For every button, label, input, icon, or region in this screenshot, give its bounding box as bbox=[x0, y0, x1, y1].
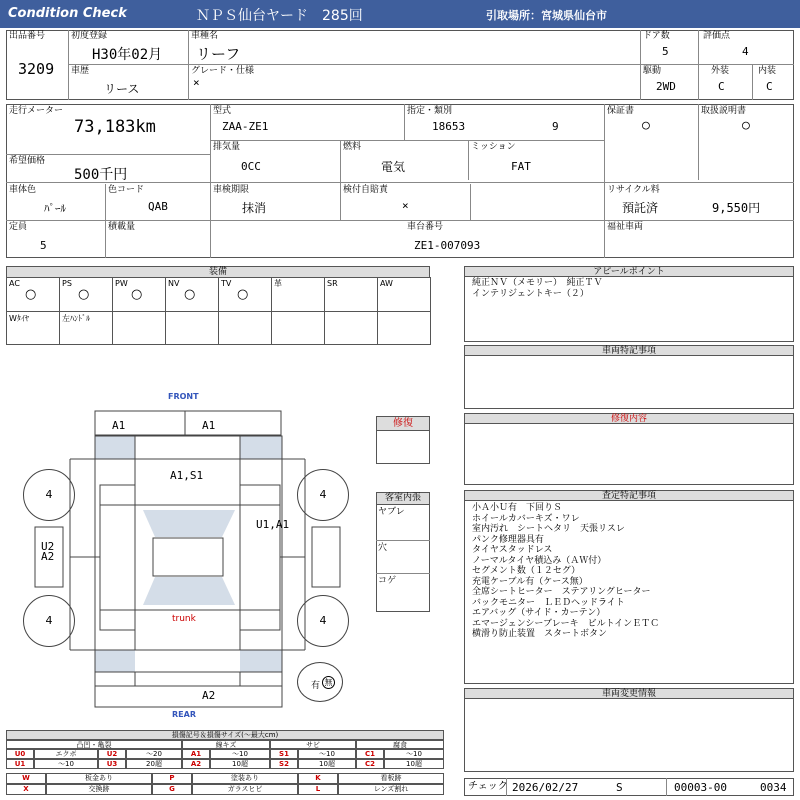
liability-label: 検付自賠責 bbox=[343, 185, 389, 195]
check-grade: S bbox=[616, 781, 623, 794]
score-label: 評価点 bbox=[703, 31, 731, 41]
check-label: チェック bbox=[468, 781, 508, 792]
history-value: リース bbox=[104, 82, 140, 96]
legend-code: U0 bbox=[6, 749, 34, 759]
load-label: 積載量 bbox=[108, 222, 136, 232]
equipment-cell bbox=[59, 277, 113, 312]
equipment-cell bbox=[324, 277, 378, 312]
exterior-grade: C bbox=[718, 80, 725, 93]
interior-item-tear: ヤブレ bbox=[378, 507, 405, 517]
notes-title: 車両特記事項 bbox=[464, 345, 794, 356]
interior-item-burn: コゲ bbox=[378, 576, 397, 586]
mark-right-side: U1,A1 bbox=[256, 518, 290, 531]
recycle-amount: 9,550円 bbox=[712, 201, 761, 215]
manual-value: ○ bbox=[742, 118, 750, 133]
mark-rear: A2 bbox=[202, 689, 216, 702]
equipment-label: TV bbox=[221, 279, 232, 288]
trunk-label: trunk bbox=[172, 614, 196, 624]
legend-desc: 〜10 bbox=[210, 749, 270, 759]
car-name: リーフ bbox=[196, 45, 241, 63]
equipment-label: AC bbox=[9, 279, 20, 288]
color-code-value: QAB bbox=[148, 200, 168, 213]
color-code-label: 色コード bbox=[108, 185, 145, 195]
mark-hood: A1,S1 bbox=[170, 469, 204, 482]
appeal-text: 純正ＮＶ（メモリー） 純正ＴＶ インテリジェントキー（２） bbox=[472, 278, 603, 299]
auction-title: ＮＰＳ仙台ヤード 285回 bbox=[196, 8, 363, 24]
warranty-value: ○ bbox=[642, 118, 650, 133]
color-value: ﾊﾟｰﾙ bbox=[44, 202, 66, 215]
spec-number: 18653 bbox=[432, 120, 466, 133]
capacity-value: 5 bbox=[40, 239, 47, 252]
wheel-rear-right: 4 bbox=[297, 595, 349, 647]
legend-code: C2 bbox=[356, 759, 384, 769]
exterior-label: 外装 bbox=[711, 66, 730, 76]
inspection-label: 車検期限 bbox=[213, 185, 250, 195]
spec-label: 指定・類別 bbox=[407, 106, 453, 116]
repair-title: 修復 bbox=[376, 416, 430, 431]
legend-head: 腐食 bbox=[356, 740, 444, 749]
legend-code: S2 bbox=[270, 759, 298, 769]
inspection-value: 抹消 bbox=[242, 201, 267, 215]
legend-other-desc: 塗装あり bbox=[192, 773, 298, 784]
legend-other-code: G bbox=[152, 784, 192, 795]
legend-desc: 10超 bbox=[384, 759, 444, 769]
legend-desc: 10超 bbox=[210, 759, 270, 769]
displacement-label: 排気量 bbox=[213, 142, 241, 152]
equipment-cell bbox=[377, 277, 431, 312]
equipment-mark: ○ bbox=[78, 287, 90, 302]
mark-front-left: A1 bbox=[112, 419, 126, 432]
interior-label: 内装 bbox=[758, 66, 777, 76]
legend-desc: 〜20 bbox=[126, 749, 182, 759]
legend-other-code: W bbox=[6, 773, 46, 784]
mark-front-right: A1 bbox=[202, 419, 216, 432]
mark-left-side-top: U2 bbox=[41, 540, 55, 553]
legend-code: A2 bbox=[182, 759, 210, 769]
equipment-cell bbox=[377, 311, 431, 345]
equipment-mark: ○ bbox=[25, 287, 37, 302]
equipment-cell bbox=[59, 311, 113, 345]
inspector-text: 小Ａ小Ｕ有 下回りＳ ホイールカバーキズ・ワレ 室内汚れ シートヘタリ 天張リスレ パンク修理器具有 タイヤスタッドレス ノーマルタイヤ積込み（ＡＷ付） セグメント数（１２セグ） 充電ケーブル有（ケース無） 全席シートヒーター ステアリングヒーター バックモニター ＬＥＤヘッドライト エアバッグ（サイド・カーテン） エマージェンシーブレーキ ビルトインＥＴＣ 横滑り防止装置 スタートボタン bbox=[472, 503, 660, 639]
equipment-mark: ○ bbox=[131, 287, 143, 302]
history-label: 車歴 bbox=[71, 66, 90, 76]
legend-desc: 10超 bbox=[298, 759, 356, 769]
equipment-label: SR bbox=[327, 279, 338, 288]
spare-tire-label: 有 bbox=[311, 681, 321, 691]
equipment-cell bbox=[6, 311, 60, 345]
equipment-mark: ○ bbox=[237, 287, 249, 302]
equipment-cell bbox=[112, 277, 166, 312]
equipment-cell bbox=[271, 311, 325, 345]
legend-head: 線キズ bbox=[182, 740, 270, 749]
equipment-cell bbox=[165, 277, 219, 312]
fuel-value: 電気 bbox=[381, 160, 406, 174]
interior-item-hole: 穴 bbox=[378, 543, 388, 553]
pickup-location: 引取場所：宮城県仙台市 bbox=[486, 9, 607, 22]
header-bar bbox=[0, 0, 800, 28]
legend-code: A1 bbox=[182, 749, 210, 759]
wheel-front-left: 4 bbox=[23, 469, 75, 521]
legend-code: U2 bbox=[98, 749, 126, 759]
equipment-cell bbox=[218, 277, 272, 312]
drive-label: 駆動 bbox=[643, 66, 662, 76]
inspector-title: 査定特記事項 bbox=[464, 490, 794, 501]
equipment-cell bbox=[271, 277, 325, 312]
footer-code-1: 00003-00 bbox=[674, 781, 727, 794]
spare-tire-mark: 無 bbox=[322, 676, 335, 689]
legend-other-desc: 交換跡 bbox=[46, 784, 152, 795]
lot-number: 3209 bbox=[18, 60, 55, 78]
equipment-cell bbox=[165, 311, 219, 345]
legend-other-desc: 看板跡 bbox=[338, 773, 444, 784]
legend-other-code: X bbox=[6, 784, 46, 795]
reg-date: H30年02月 bbox=[92, 47, 163, 63]
legend-head: 凸凹・亀裂 bbox=[6, 740, 182, 749]
footer-code-2: 0034 bbox=[760, 781, 787, 794]
displacement-value: 0CC bbox=[241, 160, 261, 173]
legend-code: U1 bbox=[6, 759, 34, 769]
manual-label: 取扱説明書 bbox=[701, 106, 747, 116]
transmission-value: FAT bbox=[511, 160, 531, 173]
price-label: 希望価格 bbox=[9, 156, 46, 166]
transmission-label: ミッション bbox=[471, 142, 516, 152]
mileage-value: 73,183km bbox=[74, 117, 156, 137]
legend-other-code: P bbox=[152, 773, 192, 784]
equipment-label: AW bbox=[380, 279, 393, 288]
recycle-status: 預託済 bbox=[622, 201, 659, 215]
grade-label: グレード・仕様 bbox=[191, 66, 255, 76]
legend-desc: 〜10 bbox=[384, 749, 444, 759]
legend-other-code: L bbox=[298, 784, 338, 795]
check-date: 2026/02/27 bbox=[512, 781, 579, 794]
interior-grade: C bbox=[766, 80, 773, 93]
legend-code: S1 bbox=[270, 749, 298, 759]
rear-label: REAR bbox=[172, 710, 196, 719]
recycle-label: リサイクル料 bbox=[607, 185, 660, 195]
repair-detail-title: 修復内容 bbox=[464, 413, 794, 424]
equipment-label: PW bbox=[115, 279, 128, 288]
doors-value: 5 bbox=[662, 45, 669, 58]
wheel-front-right: 4 bbox=[297, 469, 349, 521]
drive-value: 2WD bbox=[656, 80, 676, 93]
price-value: 500千円 bbox=[74, 167, 128, 183]
changes-panel bbox=[464, 698, 794, 772]
equipment-cell bbox=[324, 311, 378, 345]
liability-value: × bbox=[402, 199, 409, 212]
interior-title: 客室内張 bbox=[376, 492, 430, 505]
model-value: ZAA-ZE1 bbox=[222, 120, 269, 133]
reg-label: 初度登録 bbox=[71, 31, 108, 41]
fuel-label: 燃料 bbox=[343, 142, 362, 152]
class-number: 9 bbox=[552, 120, 559, 133]
score-value: 4 bbox=[742, 45, 749, 58]
changes-title: 車両変更情報 bbox=[464, 688, 794, 699]
notes-panel bbox=[464, 355, 794, 409]
equipment-cell bbox=[112, 311, 166, 345]
repair-detail-panel bbox=[464, 423, 794, 485]
capacity-label: 定員 bbox=[9, 222, 28, 232]
model-label: 型式 bbox=[213, 106, 232, 116]
equipment-label: NV bbox=[168, 279, 180, 288]
equipment-cell bbox=[218, 311, 272, 345]
wheel-rear-left: 4 bbox=[23, 595, 75, 647]
car-name-label: 車種名 bbox=[191, 31, 219, 41]
warranty-label: 保証書 bbox=[607, 106, 635, 116]
legend-other-desc: レンズ割れ bbox=[338, 784, 444, 795]
welfare-label: 福祉車両 bbox=[607, 222, 644, 232]
legend-other-desc: 板金あり bbox=[46, 773, 152, 784]
chassis-label: 車台番号 bbox=[407, 222, 444, 232]
brand-title: Condition Check bbox=[8, 6, 127, 21]
equipment-title: 装備 bbox=[6, 266, 430, 278]
equipment-extra-label: 左ﾊﾝﾄﾞﾙ bbox=[62, 314, 90, 323]
legend-desc: 〜10 bbox=[298, 749, 356, 759]
grade-value: × bbox=[193, 76, 200, 89]
equipment-extra-label: Wﾀｲﾔ bbox=[9, 314, 29, 323]
legend-other-desc: ガラスヒビ bbox=[192, 784, 298, 795]
legend-desc: 〜10 bbox=[34, 759, 98, 769]
legend-code: U3 bbox=[98, 759, 126, 769]
doors-label: ドア数 bbox=[643, 31, 670, 41]
equipment-mark: ○ bbox=[184, 287, 196, 302]
mark-left-side-bottom: A2 bbox=[41, 550, 55, 563]
color-label: 車体色 bbox=[9, 185, 37, 195]
chassis-value: ZE1-007093 bbox=[414, 239, 481, 252]
equipment-label: PS bbox=[62, 279, 72, 288]
equipment-cell bbox=[6, 277, 60, 312]
equipment-label: 革 bbox=[274, 279, 282, 288]
legend-other-code: K bbox=[298, 773, 338, 784]
front-label: FRONT bbox=[168, 392, 199, 401]
legend-title: 損傷記号＆損傷サイズ(〜最大cm) bbox=[6, 730, 444, 740]
legend-head: サビ bbox=[270, 740, 356, 749]
appeal-title: アピールポイント bbox=[464, 266, 794, 277]
legend-desc: 20超 bbox=[126, 759, 182, 769]
legend-code: C1 bbox=[356, 749, 384, 759]
mileage-label: 走行メーター bbox=[9, 106, 64, 116]
legend-desc: エクボ bbox=[34, 749, 98, 759]
lot-label: 出品番号 bbox=[9, 31, 46, 41]
